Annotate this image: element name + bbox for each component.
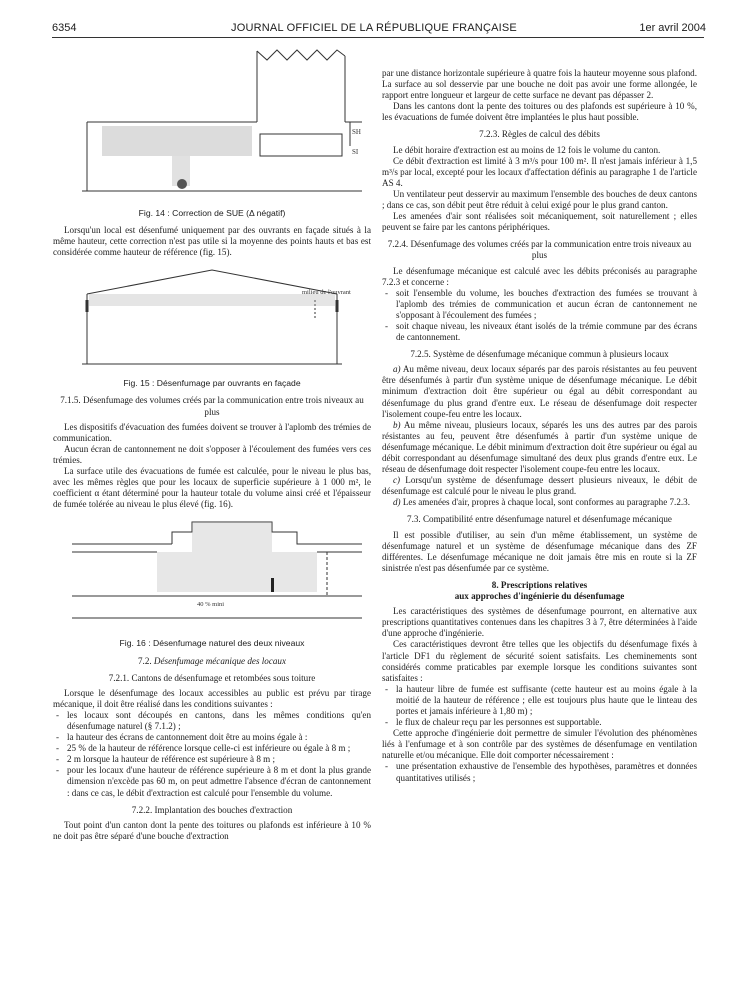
paragraph: Un ventilateur peut desservir au maximum l'ensemble des bouches de deux cantons ; dans ce cas, son débit peut être réduit à celui exigé pour le plus grand canton.	[382, 188, 697, 211]
section-7-2-number: 7.2.	[138, 655, 152, 666]
paragraph: Tout point d'un canton dont la pente des toitures ou plafonds est inférieure à 10 % ne doit pas être séparé d'une bouche d'extraction	[53, 819, 371, 841]
list-item: - les locaux sont découpés en cantons, dans les mêmes conditions qu'en désenfumage naturel (§ 7.1.2) ;	[67, 710, 371, 732]
list-item: - 25 % de la hauteur de référence lorsque celle-ci est inférieure ou égale à 8 m ;	[67, 743, 371, 754]
fig14-label-si: SI	[352, 148, 359, 156]
list-item: - la hauteur libre de fumée est suffisante (cette hauteur est au moins égale à la moitié de la hauteur de référence ; elle est toujours plus haute que le linteau des portes et jamais inférieure à 1,80 m) ;	[396, 684, 697, 717]
section-7-2-title: Désenfumage mécanique des locaux	[153, 655, 286, 666]
paragraph: Il est possible d'utiliser, au sein d'un même établissement, un système de désenfumage naturel et un système de désenfumage mécanique dans des ZF différentes. Le désenfumage mécanique ne doit jamais être mis en route si la ZF sinistrée n'est pas désenfumée par ce système.	[382, 529, 697, 573]
paragraph-c-text: Lorsqu'un système de désenfumage dessert plusieurs niveaux, le débit de désenfumage est calculé pour le niveau le plus grand.	[382, 475, 697, 497]
item-marker-c: c)	[393, 475, 401, 486]
page-number: 6354	[52, 22, 77, 34]
list-item: - pour les locaux d'une hauteur de référence supérieure à 8 m et dont la plus grande dimension n'excède pas 60 m, on peut admettre l'absence d'écran de cantonnement : dans ce cas, le débit d'extraction est calculé pour l'ensemble du volume.	[67, 765, 371, 798]
paragraph-d-text: Les amenées d'air, propres à chaque local, sont conformes au paragraphe 7.2.3.	[402, 497, 690, 508]
left-column	[53, 46, 371, 842]
right-column	[382, 68, 697, 784]
paragraph: La surface utile des évacuations de fumée est calculée, pour le niveau le plus bas, avec les mêmes règles que pour les locaux de superficie supérieure à 1 000 m², le coefficient α étant déterminé pour la hauteur totale du volume ainsi créé et l'épaisseur de fumée tolérée au niveau le plus élevé (fig. 16).	[53, 466, 371, 510]
paragraph-c	[382, 475, 697, 497]
section-7-1-5-heading: 7.1.5. Désenfumage des volumes créés par la communication entre trois niveaux au plus	[60, 395, 364, 417]
section-7-2-3-heading: 7.2.3. Règles de calcul des débits	[479, 129, 600, 140]
paragraph: Le débit horaire d'extraction est au moins de 12 fois le volume du canton.	[393, 144, 661, 155]
section-7-2-heading	[53, 656, 371, 667]
section-8-heading-line1: 8. Prescriptions relatives	[491, 579, 588, 590]
paragraph: par une distance horizontale supérieure à quatre fois la hauteur moyenne sous plafond. La surface au sol desservie par une bouche ne doit pas avoir une forme allongée, le rapport entre longueur et largeur de cette surface ne devant pas dépasser 2.	[382, 68, 697, 101]
fig16-label: 40 % mini	[197, 601, 225, 609]
list-item: - soit l'ensemble du volume, les bouches d'extraction des fumées se trouvant à l'aplomb des trémies de communication et aucun écran de cantonnement ne s'opposant à l'écoulement des fumées ;	[396, 288, 697, 321]
figure-15	[67, 264, 357, 376]
paragraph: Cette approche d'ingénierie doit permettre de simuler l'évolution des phénomènes liés à l'enfumage et à son contrôle par des systèmes de désenfumage en ventilation naturelle et/ou mécanique. Elle doit comporter nécessairement :	[382, 728, 697, 761]
figure-16	[62, 514, 362, 636]
paragraph: Dans les cantons dont la pente des toitures ou des plafonds est supérieure à 10 %, les évacuations de fumée doivent être implantées le plus haut possible.	[382, 101, 697, 123]
paragraph: Les amenées d'air sont réalisées soit mécaniquement, soit naturellement ; elles peuvent se faire par les cantons périphériques.	[382, 211, 697, 233]
section-7-2-1-heading: 7.2.1. Cantons de désenfumage et retombées sous toiture	[108, 672, 316, 683]
section-8-heading-line2: aux approches d'ingénierie du désenfumage	[454, 591, 625, 602]
figure-14-caption: Fig. 14 : Correction de SUE (Δ négatif)	[138, 208, 286, 218]
paragraph: Les caractéristiques des systèmes de désenfumage pourront, en alternative aux prescriptions quantitatives contenues dans les chapitres 3 à 7, être déterminées à l'aide d'une approche d'ingénierie.	[382, 606, 697, 639]
conditions-list	[382, 684, 697, 728]
section-7-2-4-heading: 7.2.4. Désenfumage des volumes créés par la communication entre trois niveaux au plus	[387, 239, 692, 261]
requirements-list	[382, 761, 697, 783]
conditions-list	[53, 710, 371, 799]
item-marker-a: a)	[393, 364, 401, 375]
paragraph: Ce débit d'extraction est limité à 3 m³/s pour 100 m². Il n'est jamais inférieur à 1,5 m³/s par local, excepté pour les locaux d'affectation définis au paragraphe 1 de l'article AS 4.	[382, 155, 697, 188]
section-7-3-heading: 7.3. Compatibilité entre désenfumage naturel et désenfumage mécanique	[407, 514, 672, 525]
figure-15-caption: Fig. 15 : Désenfumage par ouvrants en façade	[123, 378, 301, 389]
paragraph: Ces caractéristiques devront être telles que les objectifs du désenfumage fixés à l'article DF1 du règlement de sécurité soient satisfaits. Les cheminements sont considérés comme praticables par exemple lorsque les conditions suivantes sont satisfaites :	[382, 639, 697, 683]
fig15-label: milieu de l'ouvrant	[302, 289, 351, 297]
list-item: - 2 m lorsque la hauteur de référence est supérieure à 8 m ;	[67, 754, 371, 765]
section-7-2-5-heading: 7.2.5. Système de désenfumage mécanique commun à plusieurs locaux	[410, 349, 669, 360]
volume-list	[382, 288, 697, 343]
paragraph: Lorsque le désenfumage des locaux accessibles au public est prévu par tirage mécanique, il doit être réalisé dans les conditions suivantes :	[53, 687, 371, 709]
paragraph: Les dispositifs d'évacuation des fumées doivent se trouver à l'aplomb des trémies de communication.	[53, 421, 371, 443]
list-item: - soit chaque niveau, les niveaux étant isolés de la trémie commune par des écrans de cantonnement.	[396, 321, 697, 343]
paragraph-b	[382, 420, 697, 475]
header-rule	[52, 37, 704, 38]
paragraph: Le désenfumage mécanique est calculé avec les débits préconisés au paragraphe 7.2.3 et concerne :	[382, 265, 697, 287]
figure-16-caption: Fig. 16 : Désenfumage naturel des deux niveaux	[119, 638, 305, 649]
paragraph: Lorsqu'un local est désenfumé uniquement par des ouvrants en façade situés à la même hauteur, cette correction n'est pas utile si la moyenne des points hauts et bas est considérée comme hauteur de référence (fig. 15).	[53, 225, 371, 258]
paragraph: Aucun écran de cantonnement ne doit s'opposer à l'écoulement des fumées vers ces trémies.	[53, 443, 371, 465]
paragraph-d	[382, 497, 697, 508]
section-7-2-2-heading: 7.2.2. Implantation des bouches d'extraction	[131, 804, 293, 815]
list-item: - le flux de chaleur reçu par les personnes est supportable.	[396, 717, 697, 728]
list-item: - la hauteur des écrans de cantonnement doit être au moins égale à :	[67, 732, 371, 743]
item-marker-d: d)	[393, 497, 401, 508]
page-header	[0, 0, 748, 34]
issue-date: 1er avril 2004	[639, 22, 706, 34]
paragraph-b-text: Au même niveau, plusieurs locaux, séparés les uns des autres par des parois résistantes au feu, peuvent être désenfumés à partir d'un système unique de désenfumage mécanique. Le débit minimum d'extraction doit être supérieur ou égal au débit correspondant au désenfumage simultané des deux plus grands d'entre eux. Le réseau de désenfumage doit respecter l'isolement coupe-feu entre les locaux.	[382, 419, 698, 475]
list-item: - une présentation exhaustive de l'ensemble des hypothèses, paramètres et données quantitatives utilisés ;	[396, 761, 697, 783]
item-marker-b: b)	[393, 419, 401, 430]
paragraph-a-text: Au même niveau, deux locaux séparés par des parois résistantes au feu peuvent être désenfumés à partir d'un système unique de désenfumage mécanique. Le débit minimum d'extraction doit être supérieur ou égal au débit correspondant au désenfumage du plus grand d'entre eux. Le réseau de désenfumage doit respecter l'isolement coupe-feu entre les locaux.	[382, 364, 697, 419]
journal-title: JOURNAL OFFICIEL DE LA RÉPUBLIQUE FRANÇAISE	[231, 22, 517, 34]
fig14-label-sh: SH	[352, 128, 361, 136]
paragraph-a	[382, 364, 697, 419]
figure-14	[62, 46, 362, 206]
